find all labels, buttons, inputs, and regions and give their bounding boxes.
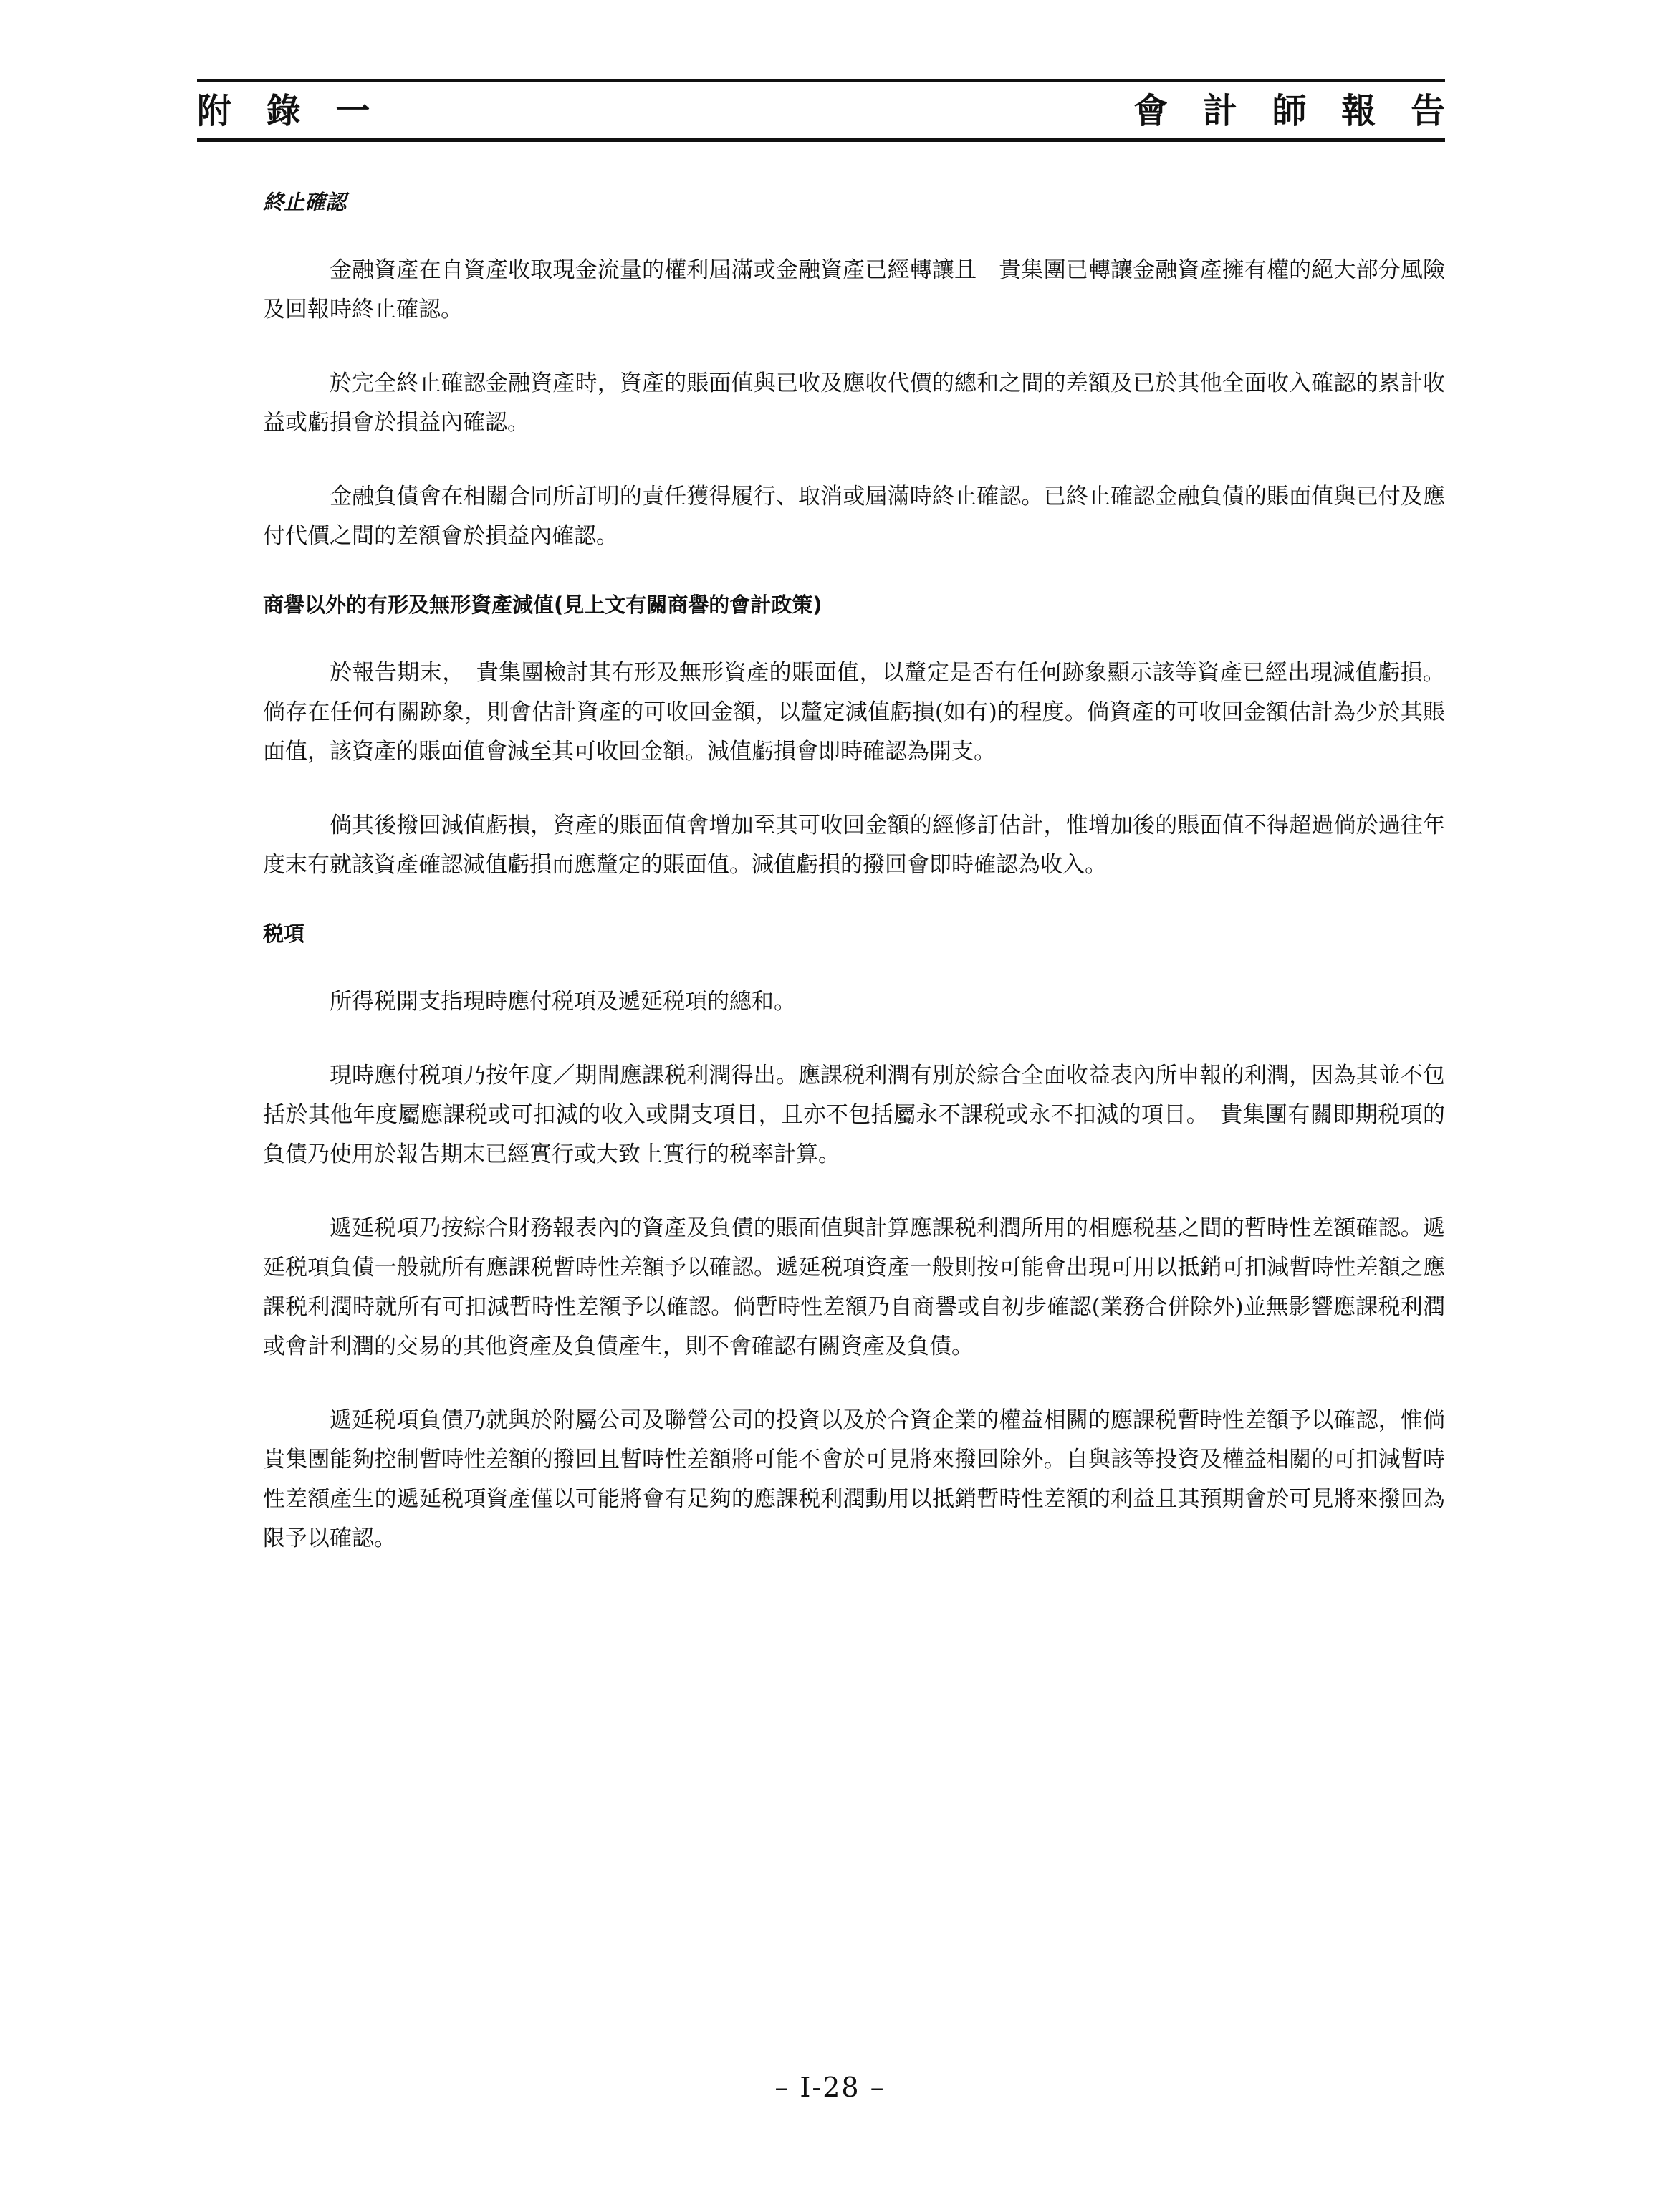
paragraph: 遞延税項乃按綜合財務報表內的資產及負債的賬面值與計算應課税利潤所用的相應税基之間的暫時性差額確認。遞延税項負債一般就所有應課税暫時性差額予以確認。遞延税項資產一般則按可能會出現可用以抵銷可扣減暫時性差額之應課税利潤時就所有可扣減暫時性差額予以確認。倘暫時性差額乃自商譽或自初步確認(業務合併除外)並無影響應課税利潤或會計利潤的交易的其他資產及負債產生，則不會確認有關資產及負債。 xyxy=(263,1215,1445,1359)
paragraph: 所得税開支指現時應付税項及遞延税項的總和。 xyxy=(330,989,796,1015)
paragraph: 金融資產在自資產收取現金流量的權利屆滿或金融資產已經轉讓且 貴集團已轉讓金融資產擁有權的絕大部分風險及回報時終止確認。 xyxy=(263,257,1445,322)
document-body xyxy=(263,188,1467,1593)
paragraph: 金融負債會在相關合同所訂明的責任獲得履行、取消或屆滿時終止確認。已終止確認金融負債的賬面值與已付及應付代價之間的差額會於損益內確認。 xyxy=(263,484,1445,549)
appendix-title: 附 錄 一 xyxy=(197,91,382,131)
paragraph: 倘其後撥回減值虧損，資產的賬面值會增加至其可收回金額的經修訂估計，惟增加後的賬面值不得超過倘於過往年度末有就該資產確認減值虧損而應釐定的賬面值。減值虧損的撥回會即時確認為收入。 xyxy=(263,813,1445,878)
page-number: – I-28 – xyxy=(774,2072,886,2103)
section-derecognition xyxy=(263,188,1445,556)
section-heading: 終止確認 xyxy=(263,190,347,214)
paragraph: 遞延税項負債乃就與於附屬公司及聯營公司的投資以及於合資企業的權益相關的應課税暫時性差額予以確認，惟倘 貴集團能夠控制暫時性差額的撥回且暫時性差額將可能不會於可見將來撥回除外。自與該等投資及權益相關的可扣減暫時性差額產生的遞延税項資產僅以可能將會有足夠的應課税利潤動用以抵銷暫時性差額的利益且其預期會於可見將來撥回為限予以確認。 xyxy=(263,1407,1467,1551)
section-heading: 税項 xyxy=(263,921,305,946)
section-taxation xyxy=(263,919,1467,1559)
paragraph: 於報告期末， 貴集團檢討其有形及無形資產的賬面值，以釐定是否有任何跡象顯示該等資產已經出現減值虧損。倘存在任何有關跡象，則會估計資產的可收回金額，以釐定減值虧損(如有)的程度。倘資產的可收回金額估計為少於其賬面值，該資產的賬面值會減至其可收回金額。減值虧損會即時確認為開支。 xyxy=(263,660,1445,765)
report-title: 會 計 師 報 告 xyxy=(1133,91,1457,131)
paragraph: 現時應付税項乃按年度／期間應課税利潤得出。應課税利潤有別於綜合全面收益表內所申報的利潤，因為其並不包括於其他年度屬應課税或可扣減的收入或開支項目，且亦不包括屬永不課税或永不扣減的項目。 貴集團有關即期税項的負債乃使用於報告期末已經實行或大致上實行的税率計算。 xyxy=(263,1063,1445,1167)
page-header xyxy=(197,79,1457,142)
section-impairment xyxy=(263,590,1445,885)
paragraph: 於完全終止確認金融資產時，資產的賬面值與已收及應收代價的總和之間的差額及已於其他全面收入確認的累計收益或虧損會於損益內確認。 xyxy=(263,370,1445,436)
section-heading: 商譽以外的有形及無形資產減值(見上文有關商譽的會計政策) xyxy=(263,593,822,617)
